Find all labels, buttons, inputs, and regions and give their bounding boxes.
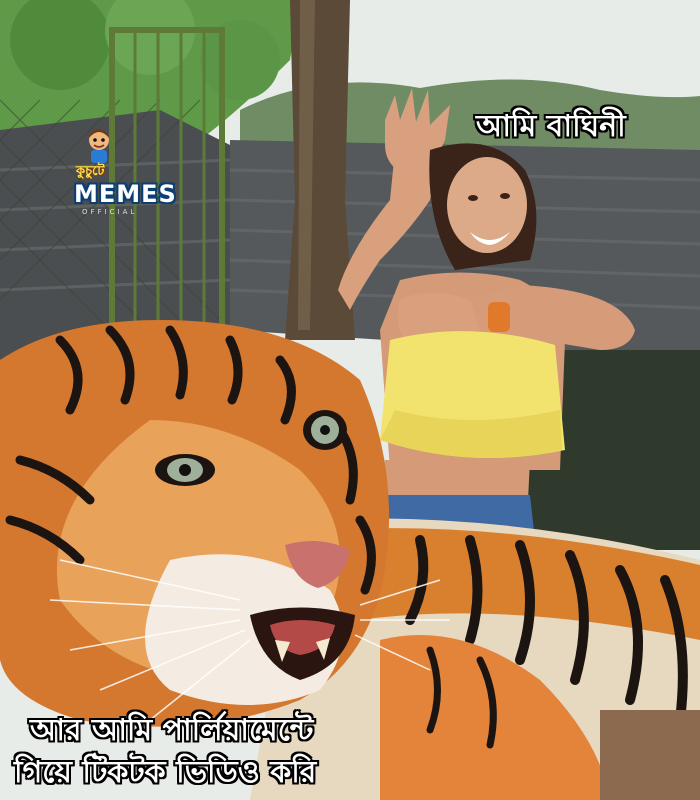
logo-bengali: কুচুটে: [76, 164, 105, 179]
mascot-icon: [84, 128, 114, 164]
logo-sub: OFFICIAL: [82, 208, 138, 216]
caption-bottom-line2: গিয়ে টিকটক ভিডিও করি: [14, 755, 317, 790]
platform: [600, 710, 700, 800]
caption-top: আমি বাঘিনী: [476, 109, 626, 144]
caption-bottom-line1: আর আমি পার্লিয়ামেন্টে: [30, 713, 314, 748]
face: [447, 157, 527, 253]
watch: [488, 302, 510, 332]
channel-logo: [72, 128, 177, 218]
logo-memes: MEMES: [74, 180, 177, 208]
